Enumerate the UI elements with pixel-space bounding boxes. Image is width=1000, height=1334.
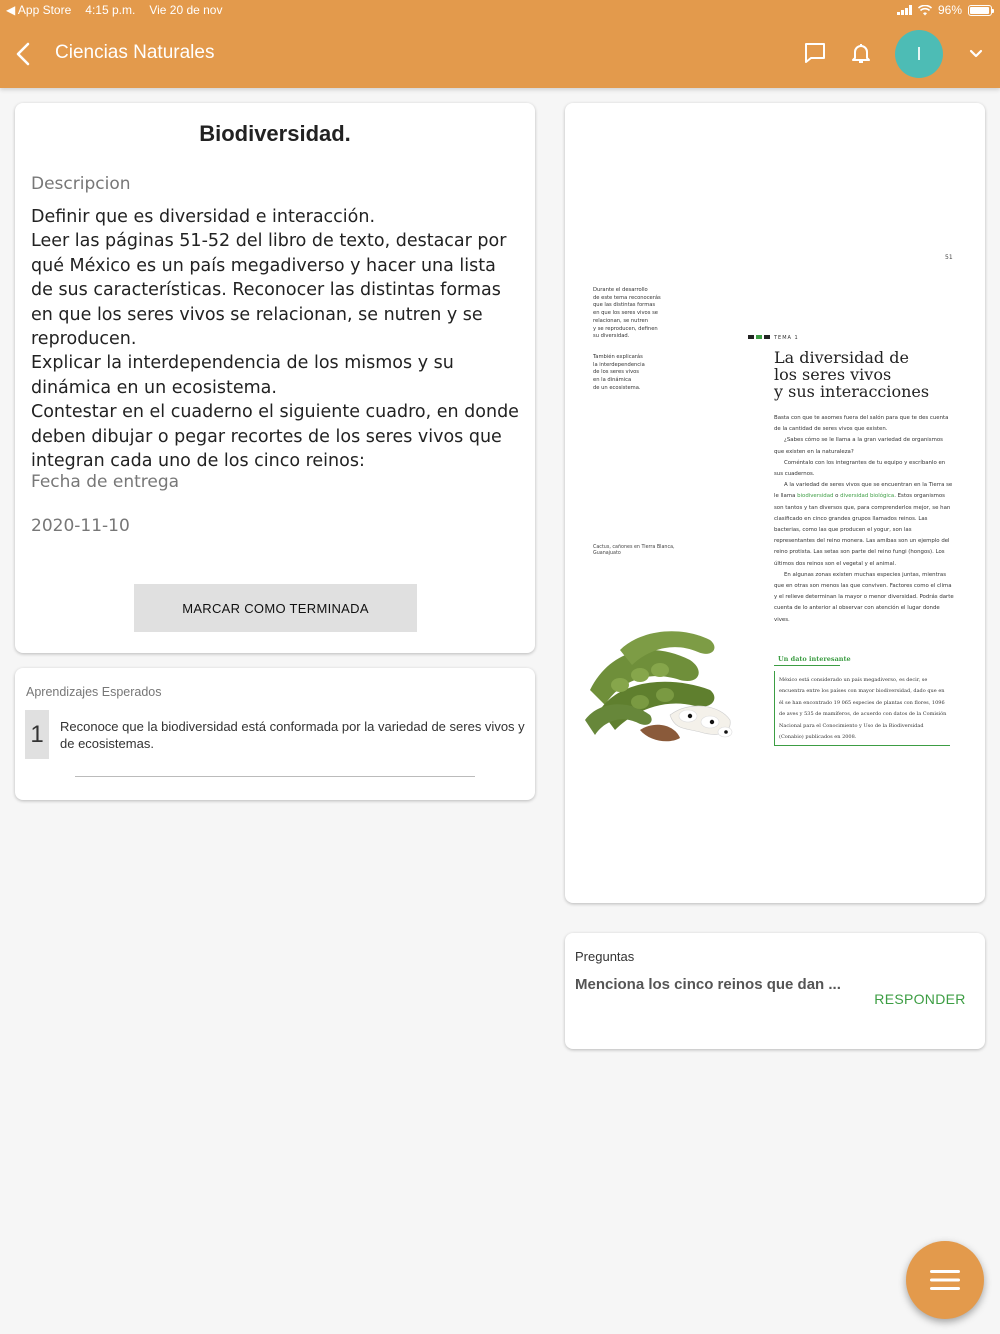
fact-box-title: Un dato interesante — [778, 655, 851, 663]
side-note: Durante el desarrollo de este tema reconocerás que las distintas formas en que los seres vivos se relacionan, se nutren y se reproducen, definen su diversidad. — [593, 287, 661, 340]
term-biodiversidad: biodiversidad — [797, 493, 834, 500]
outcome-number: 1 — [25, 710, 49, 759]
body-paragraph: Coméntalo con los integrantes de tu equipo y escríbanlo en sus cuadernos. — [774, 459, 946, 478]
task-card — [15, 103, 535, 653]
tema-marker-icon — [748, 335, 770, 339]
answer-button[interactable]: RESPONDER — [865, 991, 975, 1007]
body-text: o — [833, 493, 841, 500]
back-to-app-store-link[interactable]: ◀ App Store — [6, 3, 72, 17]
menu-icon — [929, 1268, 961, 1292]
body-text: A la variedad de seres vivos que se encuentran en la Tierra se le llama — [774, 482, 953, 500]
description-text: Definir que es diversidad e interacción. Leer las páginas 51-52 del libro de texto, destacar por qué México es un país megadiverso y hacer una lista de sus características. Reconocer las distintas formas en que los seres vivos se relacionan, se nutren y se reproducen. Explicar la interdependencia de los mismos y su dinámica en un ecosistema. Contestar en el cuaderno el siguiente cuadro, en donde deben dibujar o pegar recortes de los seres vivos que integran cada uno de los cinco reinos: — [31, 207, 519, 472]
body-paragraph: Basta con que te asomes fuera del salón para que te des cuenta de la cantidad de seres vivos que existen. — [774, 415, 949, 433]
document-body — [774, 413, 954, 626]
menu-fab-button[interactable] — [906, 1241, 984, 1319]
learning-outcomes-card — [15, 668, 535, 800]
questions-title: Preguntas — [575, 949, 635, 964]
bell-icon[interactable] — [849, 41, 875, 67]
document-title: La diversidad de los seres vivos y sus interacciones — [774, 348, 930, 401]
back-arrow-icon[interactable] — [12, 40, 36, 68]
wifi-icon — [918, 5, 932, 16]
due-date-label: Fecha de entrega — [31, 472, 180, 492]
chat-icon[interactable] — [803, 41, 829, 67]
body-paragraph: En algunas zonas existen muchas especies juntas, mientras que en otras son menos las que conviven. Factores como el clima y el relieve determinan la mayor o menor diversidad. Podrás darte cuenta de lo anterior al observar con atención el lugar donde vives. — [774, 571, 954, 623]
learning-outcomes-title: Aprendizajes Esperados — [26, 685, 162, 699]
signal-icon — [897, 5, 912, 15]
battery-icon — [968, 5, 992, 16]
body-text: . Estos organismos son tantos y tan diversos que, para comprenderlos mejor, se han clasificado en cinco grandes grupos llamados reinos. Las bacterias, como las que producen el yogur, son las representantes del reino monera. Las amibas son un ejemplo del reino protista. Las setas son parte del reino fungi (hongos). Los últimos dos reinos son el vegetal y el animal. — [774, 493, 951, 567]
status-time: 4:15 p.m. — [85, 3, 136, 17]
app-header — [0, 0, 1000, 88]
questions-card — [565, 933, 985, 1049]
document-preview[interactable] — [565, 103, 985, 903]
side-note-2: También explicarás la interdependencia de los seres vivos en la dinámica de un ecosistema. — [593, 354, 645, 391]
divider — [75, 776, 475, 777]
description-label: Descripcion — [31, 174, 131, 194]
tema-label: TEMA 1 — [774, 335, 799, 341]
question-text: Menciona los cinco reinos que dan ... — [575, 976, 841, 993]
chevron-down-icon[interactable] — [966, 44, 986, 64]
due-date-value: 2020-11-10 — [31, 516, 130, 536]
image-caption: Cactus, cañones en Tierra Blanca, Guanajuato — [593, 545, 675, 556]
mark-done-button[interactable]: MARCAR COMO TERMINADA — [134, 584, 417, 632]
page-number: 51 — [945, 254, 953, 261]
pods-illustration — [580, 620, 745, 750]
status-bar — [0, 0, 1000, 22]
task-title: Biodiversidad. — [199, 121, 351, 146]
outcome-text: Reconoce que la biodiversidad está conformada por la variedad de seres vivos y de ecosistemas. — [60, 719, 525, 751]
status-date: Vie 20 de nov — [149, 3, 223, 17]
fact-box-rule — [774, 665, 840, 666]
fact-box-text: México está considerado un país megadiverso, es decir, se encuentra entre los países con mayor biodiversidad, dado que en él se han encontrado 19 065 especies de plantas con flores, 1096 de aves y 535 de mamíferos, de acuerdo con datos de la Comisión Nacional para el Conocimiento y Uso de la Biodiversidad (Conabio) publicados en 2008. — [774, 671, 950, 746]
battery-percent: 96% — [937, 3, 962, 17]
term-diversidad-biologica: diversidad biológica — [840, 493, 895, 500]
avatar[interactable]: I — [895, 30, 943, 78]
page-title: Ciencias Naturales — [55, 42, 215, 63]
body-paragraph — [774, 480, 954, 570]
body-paragraph: ¿Sabes cómo se le llama a la gran variedad de organismos que existen en la naturaleza? — [774, 437, 943, 455]
